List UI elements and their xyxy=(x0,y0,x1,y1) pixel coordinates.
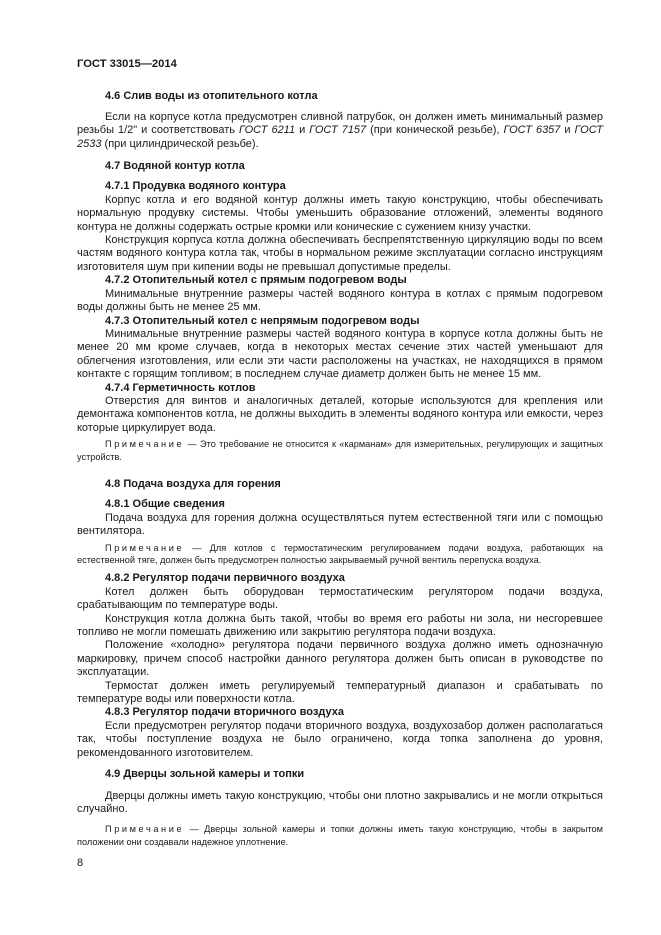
note-label: Примечание xyxy=(105,824,185,835)
paragraph: Конструкция котла должна быть такой, чтобы во время его работы ни зола, ни несгоревшее топливо не могли помешать движению или закрытию регулятора подачи воздуха. xyxy=(77,612,603,639)
section-4-7-title: 4.7 Водяной контур котла xyxy=(105,160,245,173)
section-4-6-title: 4.6 Слив воды из отопительного котла xyxy=(105,90,318,103)
text: (при конической резьбе), xyxy=(366,124,504,137)
paragraph: Отверстия для винтов и аналогичных деталей, которые используются для крепления или демонтажа компонентов котла, не должны выходить в элементы водяного контура или емкости, через которые циркулирует вода. xyxy=(77,394,603,434)
text: Если на корпусе котла предусмотрен сливной патрубок, он должен иметь минимальный размер резьбы 1/2" и соответствовать xyxy=(77,110,603,137)
note-text: — Это требование не относится к «карманам» для измерительных, регулирующих и защитных устройств. xyxy=(77,439,603,462)
section-4-7-1-title: 4.7.1 Продувка водяного контура xyxy=(105,180,286,193)
paragraph: Минимальные внутренние размеры частей водяного контура в корпусе котла должны быть не менее 20 мм кроме случаев, когда в некоторых местах сечение этих частей уменьшают для облегчения изготовления, или если эти части расположены на участках, не находящихся в прямом контакте с горящим топливом; в последнем случае диаметр должен быть не менее 15 мм. xyxy=(77,327,603,381)
note-text: — Дверцы зольной камеры и топки должны иметь такую конструкцию, чтобы в закрытом положении они создавали надежное уплотнение. xyxy=(77,824,603,847)
note xyxy=(77,438,603,463)
paragraph: Если предусмотрен регулятор подачи вторичного воздуха, воздухозабор должен располагаться так, чтобы поступление воздуха не было ограничено, когда топка заполнена до уровня, рекомендованного изготовителем. xyxy=(77,719,603,759)
paragraph: Подача воздуха для горения должна осуществляться путем естественной тяги или с помощью вентилятора. xyxy=(77,511,603,538)
note-label: Примечание xyxy=(105,439,185,450)
paragraph: Корпус котла и его водяной контур должны иметь такую конструкцию, чтобы обеспечивать нормальную продувку системы. Чтобы уменьшить образование отложений, элементы водяного контура не должны содержать острые кромки или конические с сужением книзу участки. xyxy=(77,193,603,233)
note xyxy=(77,542,603,567)
paragraph: Конструкция корпуса котла должна обеспечивать беспрепятственную циркуляцию воды по всем частям водяного контура котла так, чтобы в нормальном режиме эксплуатации согласно инструкциям изготовителя шум при кипении воды не превышал допустимые пределы. xyxy=(77,234,603,273)
section-4-8-3-title: 4.8.3 Регулятор подачи вторичного воздуха xyxy=(105,706,344,719)
section-4-8-2-title: 4.8.2 Регулятор подачи первичного воздуха xyxy=(105,572,345,585)
section-4-7-3-title: 4.7.3 Отопительный котел с непрямым подогревом воды xyxy=(105,314,420,327)
section-4-9-title: 4.9 Дверцы зольной камеры и топки xyxy=(105,768,305,781)
text: и xyxy=(560,124,575,137)
note xyxy=(77,823,603,848)
section-4-6-paragraph xyxy=(77,111,603,151)
section-4-8-title: 4.8 Подача воздуха для горения xyxy=(105,477,281,490)
paragraph: Термостат должен иметь регулируемый температурный диапазон и срабатывать по температуре воды или поверхности котла. xyxy=(77,679,603,706)
standard-ref: ГОСТ 7157 xyxy=(309,124,367,137)
paragraph: Положение «холодно» регулятора подачи первичного воздуха должно иметь однозначную маркировку, причем способ настройки данного регулятора должен быть описан в руководстве по эксплуатации. xyxy=(77,639,603,679)
paragraph: Минимальные внутренние размеры частей водяного контура в котлах с прямым подогревом воды должны быть не менее 25 мм. xyxy=(77,287,603,314)
page-number: 8 xyxy=(77,857,84,870)
paragraph: Котел должен быть оборудован термостатическим регулятором подачи воздуха, срабатывающим по температуре воды. xyxy=(77,585,603,612)
paragraph: Дверцы должны иметь такую конструкцию, чтобы они плотно закрывались и не могли открыться случайно. xyxy=(77,789,603,815)
text: и xyxy=(295,124,310,137)
text: (при цилиндрической резьбе). xyxy=(101,137,259,150)
document-header: ГОСТ 33015—2014 xyxy=(77,58,177,70)
note-text: — Для котлов с термостатическим регулированием подачи воздуха, работающих на естественной тяге, должен быть предусмотрен полностью закрываемый ручной вентиль перепуска воздуха. xyxy=(77,542,603,565)
section-4-8-1-title: 4.8.1 Общие сведения xyxy=(105,498,225,511)
standard-ref: ГОСТ 6211 xyxy=(239,124,296,137)
section-4-7-4-title: 4.7.4 Герметичность котлов xyxy=(105,381,256,394)
section-4-7-2-title: 4.7.2 Отопительный котел с прямым подогревом воды xyxy=(105,274,407,287)
standard-ref: ГОСТ 2533 xyxy=(77,124,603,150)
note-label: Примечание xyxy=(105,542,185,553)
standard-ref: ГОСТ 6357 xyxy=(503,124,561,137)
